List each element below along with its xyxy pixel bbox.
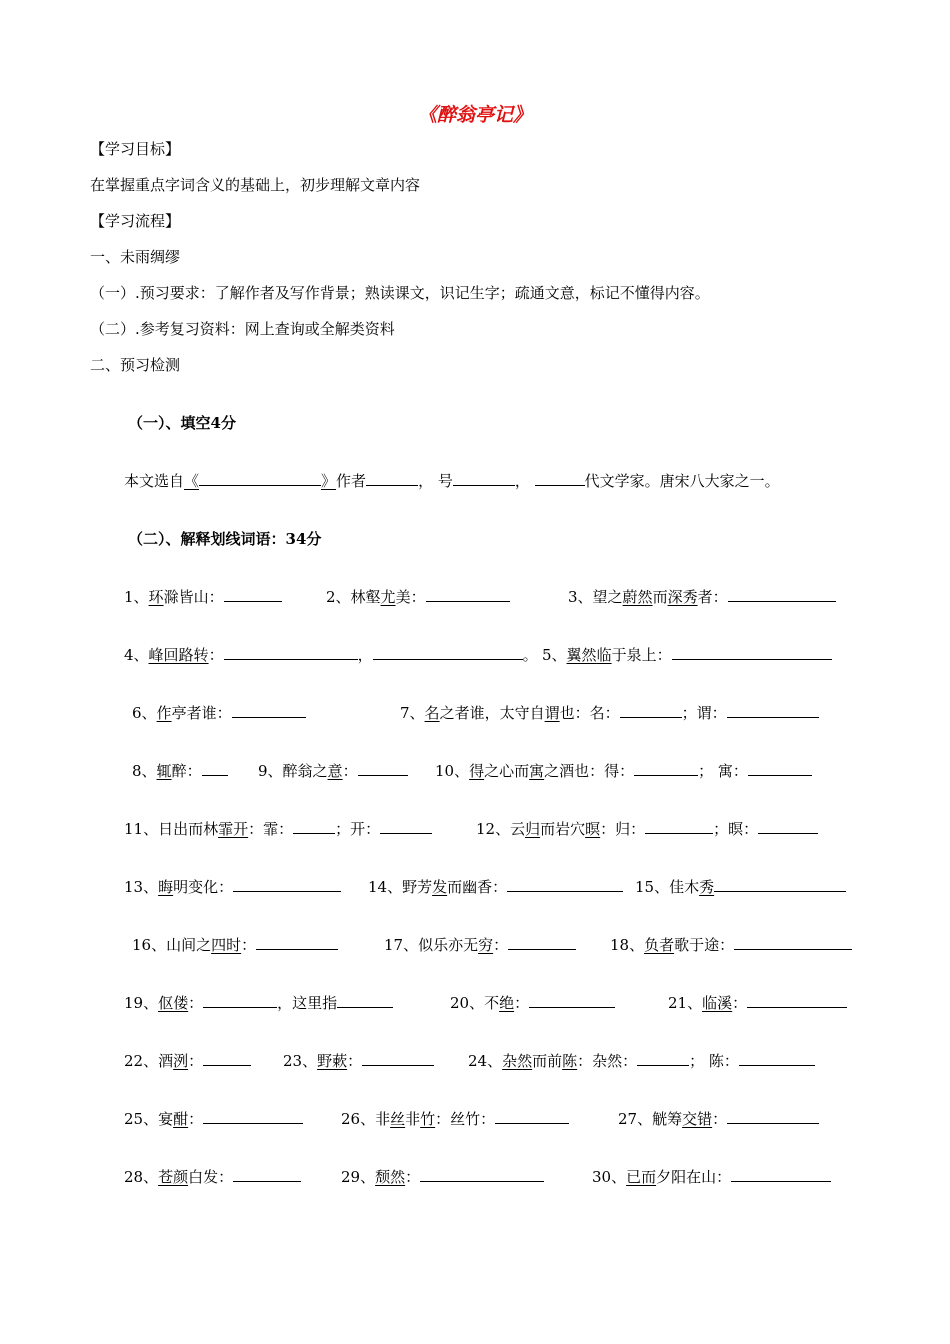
answer-blank[interactable] (529, 993, 615, 1008)
question-text: ；开： (335, 820, 381, 838)
question-22 (124, 1050, 251, 1071)
question-text: 者： (697, 588, 728, 606)
question-text: 白发： (188, 1168, 234, 1186)
question-text: 也：名： (559, 704, 620, 722)
underlined-term: 峰回路转 (148, 646, 209, 664)
question-text: 13、 (124, 878, 159, 896)
question-13 (124, 876, 341, 897)
question-text: ；暝： (713, 820, 759, 838)
question-text: 24、 (468, 1052, 503, 1070)
question-8 (132, 760, 228, 781)
question-text: 27、觥筹 (618, 1110, 683, 1128)
underlined-term: 陈 (562, 1052, 578, 1070)
answer-blank[interactable] (203, 1051, 251, 1066)
question-text: 歌于途： (674, 936, 735, 954)
question-row (0, 1166, 950, 1188)
underlined-term: 发 (432, 878, 448, 896)
answer-blank[interactable] (202, 761, 228, 776)
answer-blank[interactable] (256, 935, 338, 950)
question-text: 美： (395, 588, 426, 606)
section-1-heading: 一、未雨绸缪 (90, 248, 181, 266)
underlined-term: 谓 (544, 704, 560, 722)
underlined-term: 丝 (390, 1110, 406, 1128)
question-25 (124, 1108, 303, 1129)
underlined-term: 秀 (699, 878, 715, 896)
underlined-term: 交错 (682, 1110, 713, 1128)
section-2-heading: 二、预习检测 (90, 356, 181, 374)
fill-row (0, 470, 950, 492)
underlined-term: 归 (525, 820, 541, 838)
answer-blank[interactable] (734, 935, 852, 950)
question-row (0, 992, 950, 1014)
underlined-term: 霏开 (218, 820, 249, 838)
question-text: ： (342, 762, 358, 780)
answer-blank[interactable] (739, 1051, 815, 1066)
question-text: 14、野芳 (368, 878, 433, 896)
question-text: 之酒也：得： (544, 762, 635, 780)
underlined-term: 临溪 (702, 994, 733, 1012)
question-text: 8、 (132, 762, 157, 780)
question-text: 17、似乐亦无 (384, 936, 479, 954)
question-text: 1、 (124, 588, 149, 606)
answer-blank[interactable] (373, 645, 523, 660)
question-14 (368, 876, 623, 897)
question-row (0, 586, 950, 608)
answer-blank[interactable] (645, 819, 713, 834)
question-text: 而 (652, 588, 668, 606)
underlined-term: 竹 (420, 1110, 436, 1128)
underlined-term: 尤 (380, 588, 396, 606)
answer-blank[interactable] (224, 587, 282, 602)
answer-blank[interactable] (637, 1051, 689, 1066)
question-text: ： (712, 1110, 728, 1128)
question-text: 21、 (668, 994, 703, 1012)
underlined-term: 伛偻 (158, 994, 189, 1012)
answer-blank[interactable] (634, 761, 698, 776)
question-text: 20、不 (450, 994, 500, 1012)
underlined-term: 暝 (585, 820, 601, 838)
fill-text (124, 470, 780, 491)
answer-blank[interactable] (747, 993, 847, 1008)
answer-blank[interactable] (293, 819, 335, 834)
answer-blank[interactable] (731, 1167, 831, 1182)
answer-blank[interactable] (495, 1109, 569, 1124)
underlined-term: 名 (424, 704, 440, 722)
question-text: ： (241, 936, 257, 954)
underlined-term: 已而 (626, 1168, 657, 1186)
question-text: ；谓： (681, 704, 727, 722)
question-23 (283, 1050, 434, 1071)
author-blank[interactable] (366, 471, 418, 486)
question-26 (341, 1108, 569, 1129)
underlined-term: 寓 (529, 762, 545, 780)
question-row (0, 644, 950, 666)
question-16 (132, 934, 338, 955)
question-text: 明变化： (173, 878, 234, 896)
question-text: ， (357, 646, 373, 664)
question-text: 5、 (542, 646, 567, 664)
question-text: ： (493, 936, 509, 954)
answer-blank[interactable] (507, 877, 623, 892)
underlined-term: 杂然 (502, 1052, 533, 1070)
underlined-term: 翼然 (566, 646, 597, 664)
question-text: ： (514, 994, 530, 1012)
alias-blank[interactable] (453, 471, 515, 486)
question-text: 28、 (124, 1168, 159, 1186)
question-10 (435, 760, 812, 781)
question-text: ： (347, 1052, 363, 1070)
underlined-term: 深秀 (667, 588, 698, 606)
question-24 (468, 1050, 815, 1071)
question-text: 代文学家。唐宋八大家之一。 (584, 472, 780, 490)
answer-blank[interactable] (232, 703, 306, 718)
question-text: 23、 (283, 1052, 318, 1070)
question-text: 15、佳木 (635, 878, 700, 896)
question-7 (400, 702, 819, 723)
answer-blank[interactable] (508, 935, 576, 950)
question-3 (568, 586, 836, 607)
underlined-term: 》 (321, 472, 337, 490)
question-text: 12、云 (476, 820, 526, 838)
question-text: 9、醉翁之 (258, 762, 328, 780)
question-text: ： (405, 1168, 421, 1186)
question-text: 而岩穴 (540, 820, 586, 838)
question-row (0, 702, 950, 724)
answer-blank[interactable] (203, 993, 277, 1008)
question-text: ； 寓： (698, 762, 748, 780)
question-text: ：丝竹： (435, 1110, 496, 1128)
question-text: 4、 (124, 646, 149, 664)
underlined-term: 临 (596, 646, 612, 664)
question-text: ：归： (600, 820, 646, 838)
underlined-term: 颓然 (375, 1168, 406, 1186)
question-text: 而幽香： (447, 878, 508, 896)
underlined-term: 辄 (156, 762, 172, 780)
question-text: ： (732, 994, 748, 1012)
question-text: 3、望之 (568, 588, 623, 606)
underlined-term: 绝 (499, 994, 515, 1012)
question-text: ：杂然： (577, 1052, 638, 1070)
question-row (0, 1050, 950, 1072)
question-27 (618, 1108, 819, 1129)
question-15 (635, 876, 846, 897)
answer-blank[interactable] (727, 703, 819, 718)
question-text: 11、日出而林 (124, 820, 219, 838)
answer-blank[interactable] (362, 1051, 434, 1066)
dynasty-blank[interactable] (535, 471, 585, 486)
question-text: 10、 (435, 762, 470, 780)
question-1 (124, 586, 282, 607)
question-row (0, 760, 950, 782)
question-text: ； 陈： (689, 1052, 739, 1070)
underlined-term: 穷 (478, 936, 494, 954)
goal-text: 在掌握重点字词含义的基础上，初步理解文章内容 (90, 176, 421, 194)
question-text: ： (208, 646, 224, 664)
question-text: 29、 (341, 1168, 376, 1186)
question-5 (542, 644, 832, 665)
underlined-term: 得 (469, 762, 485, 780)
question-row (0, 934, 950, 956)
question-text: ： (188, 1110, 204, 1128)
answer-blank[interactable] (224, 645, 358, 660)
section-1-reference: （二）.参考复习资料：网上查询或全解类资料 (90, 320, 395, 338)
question-2 (326, 586, 510, 607)
question-text: 19、 (124, 994, 159, 1012)
question-row (0, 818, 950, 840)
question-17 (384, 934, 576, 955)
question-12 (476, 818, 818, 839)
answer-blank[interactable] (426, 587, 510, 602)
question-text: ，这里指 (277, 994, 338, 1012)
answer-blank[interactable] (358, 761, 408, 776)
underlined-term: 苍颜 (158, 1168, 189, 1186)
underlined-term: 负者 (644, 936, 675, 954)
fill-heading: （一）、填空4分 (128, 414, 236, 432)
question-text: ， (514, 472, 530, 490)
section-1-requirement: （一）.预习要求：了解作者及写作背景；熟读课文，识记生字；疏通文意，标记不懂得内容。 (90, 284, 710, 302)
underlined-term: 环 (148, 588, 164, 606)
question-18 (610, 934, 852, 955)
question-text: 26、非 (341, 1110, 391, 1128)
question-30 (592, 1166, 831, 1187)
underlined-term: 蔚然 (622, 588, 653, 606)
underlined-term: 四时 (211, 936, 242, 954)
answer-blank[interactable] (728, 587, 836, 602)
question-text: 滁皆山： (163, 588, 224, 606)
question-text: 夕阳在山： (656, 1168, 732, 1186)
underlined-term: 作 (156, 704, 172, 722)
answer-blank[interactable] (337, 993, 393, 1008)
question-21 (668, 992, 847, 1013)
underlined-term: 酣 (173, 1110, 189, 1128)
question-28 (124, 1166, 301, 1187)
question-text: ： (188, 994, 204, 1012)
goal-heading: 【学习目标】 (90, 140, 181, 158)
answer-blank[interactable] (758, 819, 818, 834)
question-text: 本文选自 (124, 472, 185, 490)
question-text: 而前 (532, 1052, 563, 1070)
question-text: 。 (522, 646, 538, 664)
answer-blank[interactable] (420, 1167, 544, 1182)
question-text: 之者谁，太守自 (439, 704, 545, 722)
explain-heading: （二）、解释划线词语：34分 (128, 530, 322, 548)
question-text: 30、 (592, 1168, 627, 1186)
question-6 (132, 702, 306, 723)
question-11 (124, 818, 432, 839)
question-text: 醉： (171, 762, 202, 780)
question-text: 亭者谁： (171, 704, 232, 722)
book-blank[interactable] (199, 471, 321, 486)
question-text: 6、 (132, 704, 157, 722)
question-text: ： (188, 1052, 204, 1070)
question-text: 22、酒 (124, 1052, 174, 1070)
underlined-term: 《 (184, 472, 200, 490)
underlined-term: 洌 (173, 1052, 189, 1070)
page-title: 《醉翁亭记》 (417, 104, 532, 126)
flow-heading: 【学习流程】 (90, 212, 181, 230)
question-row (0, 1108, 950, 1130)
question-text: 于泉上： (611, 646, 672, 664)
question-29 (341, 1166, 544, 1187)
answer-blank[interactable] (380, 819, 432, 834)
question-text: 作者 (336, 472, 367, 490)
question-9 (258, 760, 408, 781)
question-4 (124, 644, 538, 665)
answer-blank[interactable] (620, 703, 682, 718)
question-19 (124, 992, 393, 1013)
answer-blank[interactable] (748, 761, 812, 776)
answer-blank[interactable] (233, 877, 341, 892)
answer-blank[interactable] (714, 877, 846, 892)
answer-blank[interactable] (203, 1109, 303, 1124)
question-text: 非 (405, 1110, 421, 1128)
answer-blank[interactable] (233, 1167, 301, 1182)
question-text: ， 号 (418, 472, 453, 490)
question-text: 7、 (400, 704, 425, 722)
question-text: 16、山间之 (132, 936, 212, 954)
question-text: 2、林壑 (326, 588, 381, 606)
answer-blank[interactable] (672, 645, 832, 660)
question-row (0, 876, 950, 898)
question-text: 25、宴 (124, 1110, 174, 1128)
question-text: ：霏： (248, 820, 294, 838)
question-20 (450, 992, 615, 1013)
question-text: 18、 (610, 936, 645, 954)
answer-blank[interactable] (727, 1109, 819, 1124)
underlined-term: 野蔌 (317, 1052, 348, 1070)
underlined-term: 意 (327, 762, 343, 780)
underlined-term: 晦 (158, 878, 174, 896)
question-text: 之心而 (484, 762, 530, 780)
